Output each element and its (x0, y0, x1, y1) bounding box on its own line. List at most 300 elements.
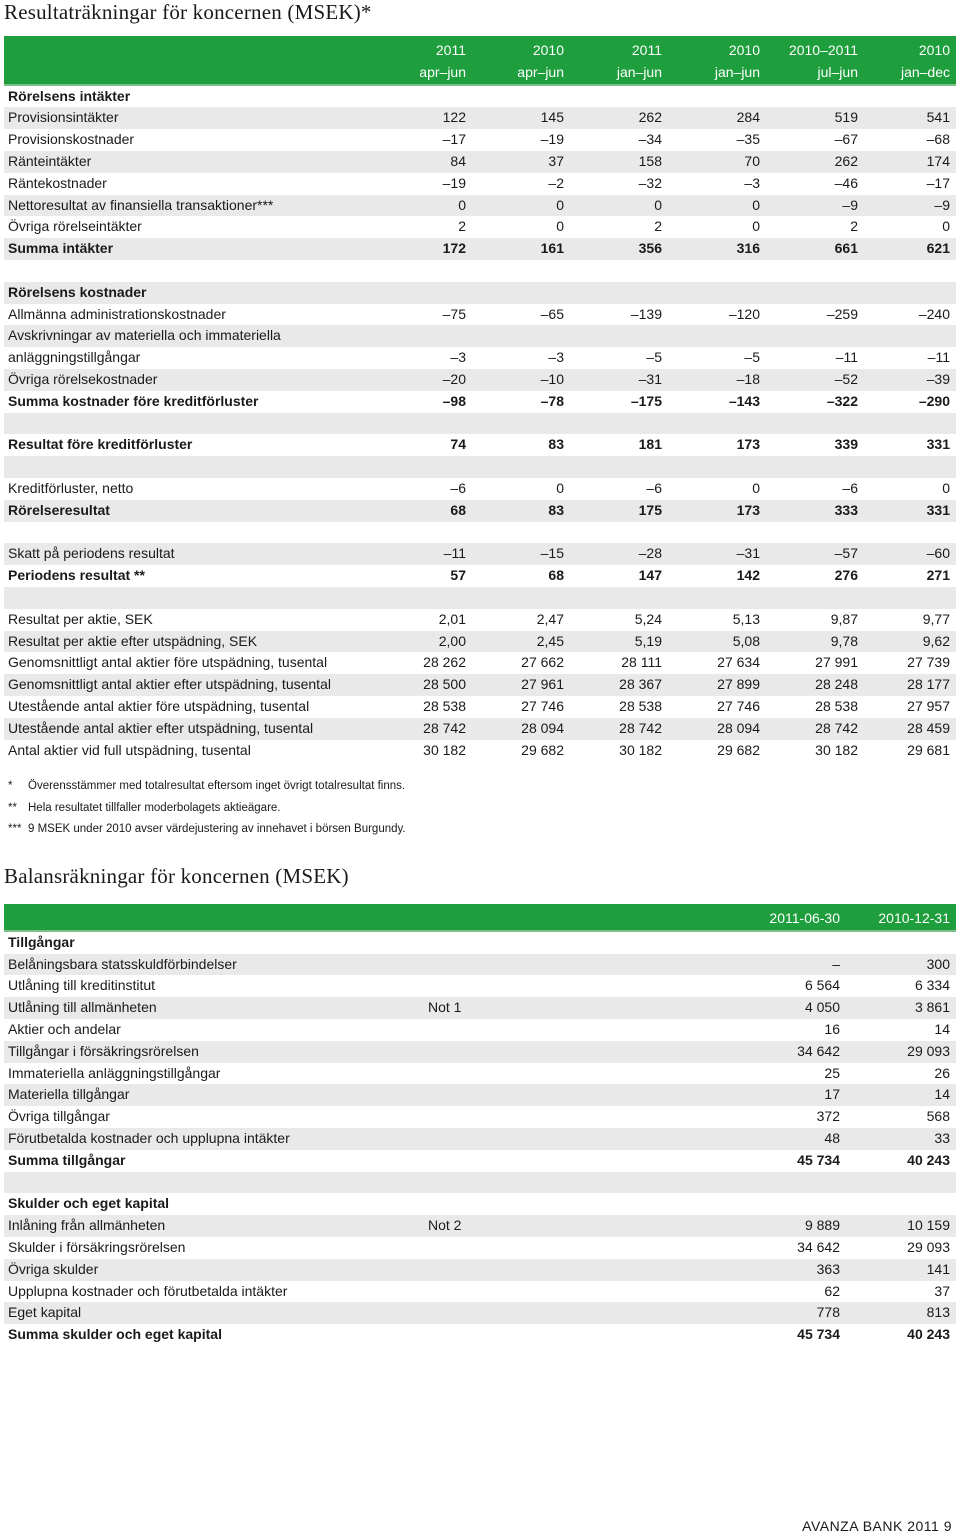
row-value: –32 (638, 174, 662, 191)
row-value: 26 (934, 1064, 950, 1081)
header-period: jan–jun (570, 62, 668, 85)
row-value: 372 (816, 1108, 840, 1125)
row-label: Resultat per aktie, SEK (8, 610, 153, 627)
row-value: 173 (736, 436, 760, 453)
table-row (4, 1150, 956, 1172)
row-label (4, 1172, 424, 1194)
row-value: 142 (736, 567, 760, 584)
row-value: 519 (766, 107, 864, 129)
row-value: –6 (450, 479, 466, 496)
row-note (424, 1084, 564, 1106)
row-note (424, 1128, 564, 1150)
table-row (4, 478, 956, 500)
row-label (4, 456, 376, 478)
table-row (4, 696, 956, 718)
row-value: 83 (548, 436, 564, 453)
row-label: Avskrivningar av materiella och immateriella (4, 325, 376, 347)
row-value: 27 746 (717, 697, 760, 714)
row-value: 356 (570, 238, 668, 260)
row-value: –3 (744, 174, 760, 191)
row-value: –15 (472, 543, 570, 565)
row-value: 122 (376, 107, 472, 129)
row-value: –19 (540, 131, 564, 148)
row-label: Summa tillgångar (8, 1151, 126, 1168)
row-value (376, 325, 472, 347)
row-value: 158 (570, 151, 668, 173)
row-value (472, 522, 570, 544)
row-value: 28 538 (619, 697, 662, 714)
row-value: 28 500 (376, 674, 472, 696)
footnote-text: Överensstämmer med totalresultat eftersom inget övrigt totalresultat finns. (28, 780, 406, 792)
row-note (424, 1259, 564, 1281)
footnotes (8, 776, 406, 841)
row-value: 27 634 (717, 654, 760, 671)
table-row (4, 304, 956, 326)
row-value: 2,47 (536, 610, 564, 627)
header-period: apr–jun (376, 62, 472, 85)
row-label: Övriga rörelsekostnader (4, 369, 376, 391)
row-value: 4 050 (564, 997, 846, 1019)
row-value: 2 (850, 218, 858, 235)
row-value: 30 182 (423, 741, 466, 758)
row-value (376, 587, 472, 609)
row-value: 34 642 (564, 1041, 846, 1063)
row-label: Inlåning från allmänheten (4, 1215, 424, 1237)
balance-header-row (4, 908, 956, 931)
table-row (4, 1106, 956, 1128)
row-value: 74 (450, 436, 466, 453)
row-value: –240 (918, 305, 950, 322)
row-value: 27 746 (521, 697, 564, 714)
row-value: 0 (752, 218, 760, 235)
row-value: –31 (668, 543, 766, 565)
table-row (4, 1259, 956, 1281)
row-value: –75 (442, 305, 466, 322)
row-value: 316 (668, 238, 766, 260)
row-value: –5 (744, 349, 760, 366)
row-value (864, 85, 956, 108)
row-label: Antal aktier vid full utspädning, tusental (8, 741, 251, 758)
row-value (376, 260, 472, 282)
row-note (424, 1019, 564, 1041)
row-value (766, 260, 864, 282)
row-value: 62 (824, 1282, 840, 1299)
table-row (4, 1128, 956, 1150)
table-row (4, 413, 956, 435)
row-value: 28 248 (766, 674, 864, 696)
row-note: Not 1 (424, 997, 564, 1019)
income-statement-title: Resultaträkningar för koncernen (MSEK)* (4, 0, 372, 24)
row-note (424, 1302, 564, 1324)
income-statement-table (4, 40, 956, 761)
row-label: Övriga rörelseintäkter (8, 218, 142, 235)
row-value: 147 (638, 567, 662, 584)
row-label: Rörelseresultat (4, 500, 376, 522)
row-label: Aktier och andelar (8, 1020, 121, 1037)
row-label: Övriga skulder (4, 1259, 424, 1281)
row-value: 284 (668, 107, 766, 129)
row-value: 161 (472, 238, 570, 260)
row-label: Rörelsens intäkter (8, 87, 131, 104)
footnote (8, 776, 406, 798)
row-label: Tillgångar i försäkringsrörelsen (4, 1041, 424, 1063)
row-value (564, 931, 846, 954)
row-value: –175 (630, 392, 662, 409)
row-value: –78 (540, 392, 564, 409)
row-value (668, 413, 766, 435)
row-value (472, 325, 570, 347)
row-value: –10 (472, 369, 570, 391)
row-value: 9,62 (864, 631, 956, 653)
table-row (4, 1281, 956, 1303)
table-row (4, 1084, 956, 1106)
row-value: 28 742 (766, 718, 864, 740)
row-value (564, 1172, 846, 1194)
row-value: 3 861 (846, 997, 956, 1019)
row-value (570, 413, 668, 435)
row-value: 0 (942, 479, 950, 496)
row-value (472, 260, 570, 282)
row-value: –19 (442, 174, 466, 191)
row-value: 175 (570, 500, 668, 522)
row-note (424, 1106, 564, 1128)
row-value: 28 742 (376, 718, 472, 740)
table-row (4, 931, 956, 954)
row-label: Skulder i försäkringsrörelsen (8, 1238, 186, 1255)
row-label: Resultat före kreditförluster (8, 436, 193, 453)
row-value: 14 (934, 1020, 950, 1037)
row-value (668, 587, 766, 609)
table-row (4, 1063, 956, 1085)
row-value: –139 (630, 305, 662, 322)
row-value: –34 (638, 131, 662, 148)
row-value: 29 093 (846, 1041, 956, 1063)
table-row (4, 543, 956, 565)
row-label: Skulder och eget kapital (8, 1195, 170, 1212)
row-value: 40 243 (907, 1151, 950, 1168)
row-value: 29 093 (907, 1238, 950, 1255)
row-value: 68 (376, 500, 472, 522)
row-value: 27 739 (907, 654, 950, 671)
row-value: 28 262 (423, 654, 466, 671)
row-value: –6 (842, 479, 858, 496)
table-row (4, 238, 956, 260)
row-value (668, 522, 766, 544)
row-label: Eget kapital (4, 1302, 424, 1324)
row-label: Provisionskostnader (8, 131, 135, 148)
row-value: – (564, 954, 846, 976)
header-year: 2010 (864, 40, 956, 62)
row-value: –9 (766, 195, 864, 217)
table-row (4, 587, 956, 609)
header-year: 2011 (376, 40, 472, 62)
row-value: –46 (834, 174, 858, 191)
table-row (4, 1172, 956, 1194)
row-label: Tillgångar (8, 933, 75, 950)
row-label: Provisionsintäkter (4, 107, 376, 129)
row-label: Utestående antal aktier efter utspädning, tusental (4, 718, 376, 740)
row-value (570, 456, 668, 478)
row-value: 30 182 (619, 741, 662, 758)
row-value (570, 325, 668, 347)
table-row (4, 434, 956, 456)
row-value: –31 (570, 369, 668, 391)
row-value: 28 538 (815, 697, 858, 714)
table-row (4, 1019, 956, 1041)
row-value: 45 734 (797, 1151, 840, 1168)
row-value (766, 325, 864, 347)
row-value (376, 85, 472, 108)
table-row (4, 325, 956, 347)
table-row (4, 997, 956, 1019)
row-value (766, 456, 864, 478)
footnote-mark: ** (8, 801, 17, 814)
row-value: 2,01 (438, 610, 466, 627)
footnote-mark: *** (8, 823, 22, 836)
table-row (4, 1215, 956, 1237)
row-value (864, 260, 956, 282)
row-value: 29 681 (907, 741, 950, 758)
row-value: 6 564 (804, 977, 840, 994)
row-value: 28 538 (423, 697, 466, 714)
row-value: 83 (472, 500, 570, 522)
table-row (4, 260, 956, 282)
row-value: 363 (564, 1259, 846, 1281)
row-value: –39 (864, 369, 956, 391)
header-period: jan–jun (668, 62, 766, 85)
table-row (4, 282, 956, 304)
header-year: 2011 (570, 40, 668, 62)
row-value: 17 (564, 1084, 846, 1106)
row-value (472, 456, 570, 478)
row-value: 9 889 (564, 1215, 846, 1237)
row-value (864, 456, 956, 478)
row-value: 6 334 (914, 977, 950, 994)
row-label: Materiella tillgångar (4, 1084, 424, 1106)
row-value: –120 (728, 305, 760, 322)
row-value: 0 (668, 195, 766, 217)
table-row (4, 740, 956, 762)
table-row (4, 216, 956, 238)
row-label: Upplupna kostnader och förutbetalda intäkter (8, 1282, 288, 1299)
row-value (376, 282, 472, 304)
table-row (4, 151, 956, 173)
balance-sheet-table (4, 908, 956, 1346)
row-value: 29 682 (521, 741, 564, 758)
row-value (864, 522, 956, 544)
row-value: –11 (376, 543, 472, 565)
table-row (4, 129, 956, 151)
row-value: 141 (846, 1259, 956, 1281)
row-value (668, 282, 766, 304)
header-spacer (4, 62, 376, 85)
footnote-mark: * (8, 780, 13, 792)
row-value: –5 (646, 349, 662, 366)
row-value: 34 642 (797, 1238, 840, 1255)
row-value (864, 325, 956, 347)
row-value: 37 (472, 151, 570, 173)
row-value: 568 (926, 1108, 950, 1125)
row-value: –143 (728, 392, 760, 409)
row-value (766, 282, 864, 304)
row-value: –322 (826, 392, 858, 409)
table-row (4, 456, 956, 478)
row-label: Utlåning till allmänheten (4, 997, 424, 1019)
row-value: –57 (766, 543, 864, 565)
row-value: 27 957 (907, 697, 950, 714)
header-year: 2010 (668, 40, 766, 62)
row-value: –20 (376, 369, 472, 391)
row-value: 40 243 (907, 1326, 950, 1343)
header-spacer (4, 40, 376, 62)
table-row (4, 85, 956, 108)
row-value: 0 (570, 195, 668, 217)
row-value: 271 (926, 567, 950, 584)
row-value: 84 (376, 151, 472, 173)
table-row (4, 674, 956, 696)
row-value (766, 587, 864, 609)
table-row (4, 1041, 956, 1063)
row-value: –17 (442, 131, 466, 148)
row-label (4, 522, 376, 544)
row-value (864, 587, 956, 609)
row-value: 339 (834, 436, 858, 453)
row-value: 0 (942, 218, 950, 235)
table-row (4, 522, 956, 544)
row-value: 5,13 (732, 610, 760, 627)
row-value: 174 (864, 151, 956, 173)
row-value: 37 (934, 1282, 950, 1299)
row-value: 0 (472, 195, 570, 217)
row-value (376, 413, 472, 435)
header-year: 2010–2011 (766, 40, 864, 62)
row-value: 778 (564, 1302, 846, 1324)
row-label: Övriga tillgångar (8, 1108, 110, 1125)
row-value (564, 1193, 846, 1215)
row-value: 331 (864, 500, 956, 522)
row-value: 813 (846, 1302, 956, 1324)
row-value: –11 (835, 349, 858, 366)
row-label: Summa skulder och eget kapital (8, 1326, 222, 1343)
row-value: 45 734 (797, 1326, 840, 1343)
row-value (472, 413, 570, 435)
row-value (668, 260, 766, 282)
row-value (668, 85, 766, 108)
row-label: Skatt på periodens resultat (4, 543, 376, 565)
table-row (4, 975, 956, 997)
row-value: 70 (668, 151, 766, 173)
table-row (4, 369, 956, 391)
row-value: 28 094 (472, 718, 570, 740)
row-value: 28 177 (864, 674, 956, 696)
table-row (4, 1237, 956, 1259)
table-row (4, 195, 956, 217)
row-note (424, 975, 564, 997)
row-value: 28 742 (570, 718, 668, 740)
row-value: 541 (864, 107, 956, 129)
row-label: Allmänna administrationskostnader (8, 305, 226, 322)
footnote (8, 819, 406, 841)
header-date: 2011-06-30 (564, 908, 846, 931)
row-value: 30 182 (815, 741, 858, 758)
header-period: apr–jun (472, 62, 570, 85)
row-label (4, 587, 376, 609)
row-value: 5,24 (634, 610, 662, 627)
row-value (472, 587, 570, 609)
table-row (4, 631, 956, 653)
table-row (4, 565, 956, 587)
row-note (424, 1324, 564, 1346)
row-value: 2,00 (376, 631, 472, 653)
row-value (376, 522, 472, 544)
table-row (4, 718, 956, 740)
table-row (4, 391, 956, 413)
table-row (4, 652, 956, 674)
row-label: Ränteintäkter (4, 151, 376, 173)
row-value: 57 (450, 567, 466, 584)
row-value: –3 (450, 349, 466, 366)
row-value: –28 (570, 543, 668, 565)
table-row (4, 954, 956, 976)
row-value: –6 (646, 479, 662, 496)
footnote (8, 798, 406, 820)
row-value: 276 (834, 567, 858, 584)
row-value: –2 (548, 174, 564, 191)
header-date: 2010-12-31 (846, 908, 956, 931)
header-year: 2010 (472, 40, 570, 62)
row-value (570, 522, 668, 544)
row-note (424, 1193, 564, 1215)
row-value: 300 (846, 954, 956, 976)
row-value: 29 682 (717, 741, 760, 758)
row-value: 181 (638, 436, 662, 453)
row-value (570, 282, 668, 304)
row-value (472, 85, 570, 108)
row-value: –3 (548, 349, 564, 366)
row-value: –68 (926, 131, 950, 148)
row-value: 27 899 (668, 674, 766, 696)
table-row (4, 1324, 956, 1346)
row-note (424, 1041, 564, 1063)
row-value: 48 (564, 1128, 846, 1150)
row-value: –52 (766, 369, 864, 391)
row-label: Nettoresultat av finansiella transaktioner*** (4, 195, 376, 217)
row-value (570, 587, 668, 609)
row-value (570, 260, 668, 282)
row-note (424, 1150, 564, 1172)
row-value: 0 (752, 479, 760, 496)
row-value: 28 367 (570, 674, 668, 696)
row-label: Periodens resultat ** (8, 567, 145, 584)
table-row (4, 107, 956, 129)
row-value (846, 1172, 956, 1194)
row-value: –290 (918, 392, 950, 409)
row-value: 28 111 (621, 654, 662, 671)
row-note (424, 1063, 564, 1085)
income-header-years-row (4, 40, 956, 62)
row-value: 262 (766, 151, 864, 173)
row-value (846, 931, 956, 954)
row-label: Genomsnittligt antal aktier efter utspädning, tusental (4, 674, 376, 696)
row-value: 28 094 (668, 718, 766, 740)
row-value: 14 (846, 1084, 956, 1106)
row-note (424, 1172, 564, 1194)
row-label (4, 413, 376, 435)
row-label: Summa kostnader före kreditförluster (8, 392, 259, 409)
row-value: –18 (668, 369, 766, 391)
row-value: –65 (540, 305, 564, 322)
row-value: –17 (926, 174, 950, 191)
